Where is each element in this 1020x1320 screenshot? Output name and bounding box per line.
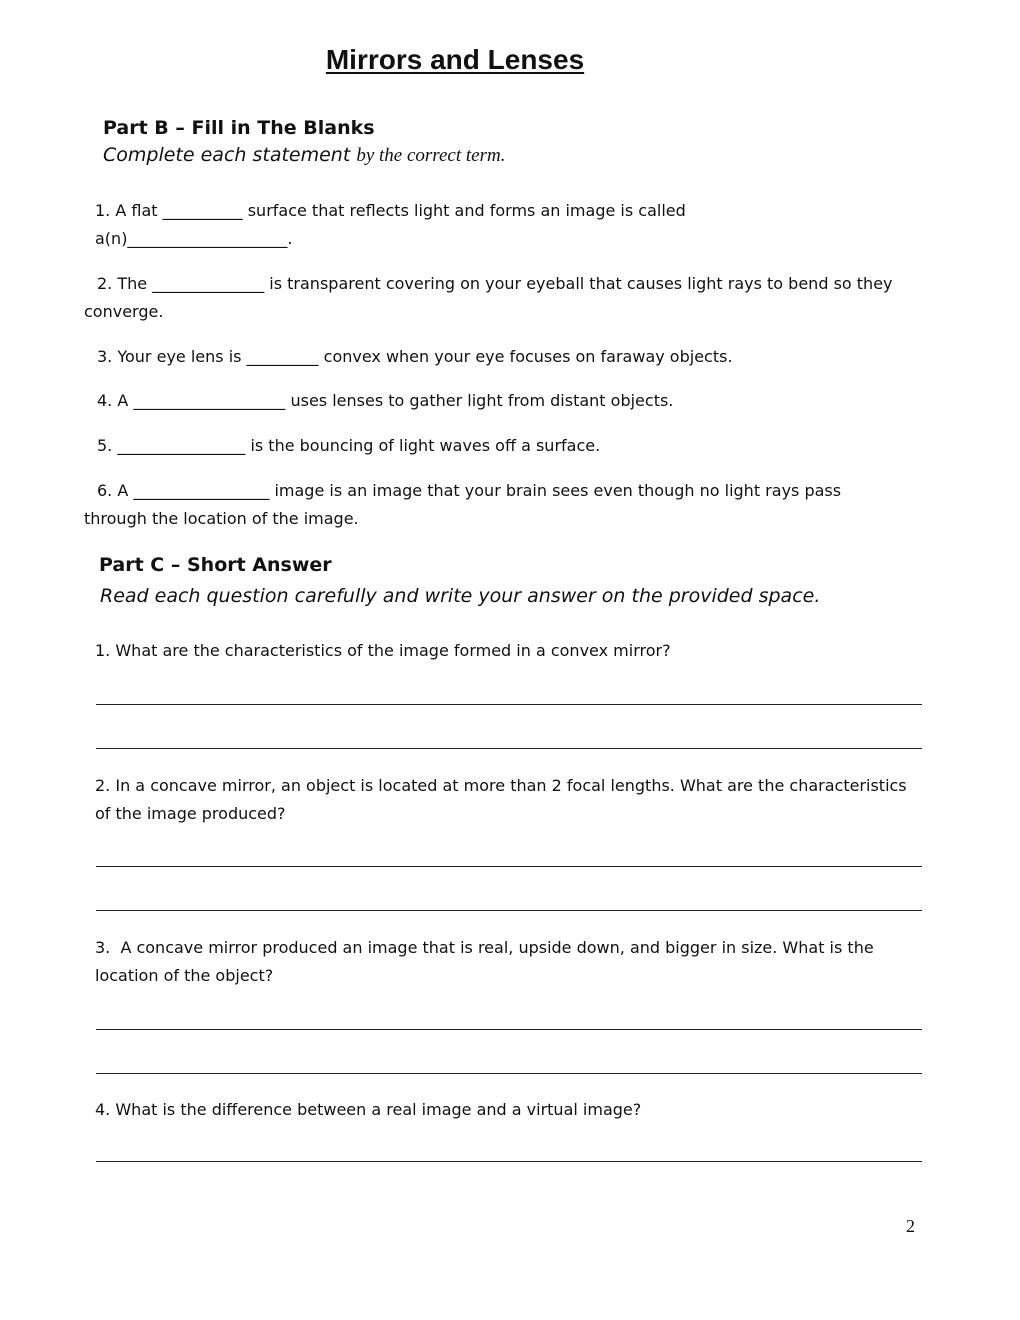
part-b-question-2-line-1: 2. The ______________ is transparent covering on your eyeball that causes light rays to bend so they (97, 274, 893, 293)
page-number: 2 (906, 1216, 915, 1236)
part-b-instruction-italic: Complete each statement (103, 144, 357, 166)
answer-line[interactable] (96, 704, 922, 705)
part-b-question-3: 3. Your eye lens is _________ convex when your eye focuses on faraway objects. (97, 347, 733, 366)
part-b-question-6-line-1: 6. A _________________ image is an image that your brain sees even though no light rays pass (97, 481, 842, 500)
part-b-instruction-serif: by the correct term. (356, 145, 506, 166)
part-b-instruction (103, 144, 505, 167)
part-b-heading: Part B – Fill in The Blanks (103, 117, 375, 139)
answer-line[interactable] (96, 866, 922, 867)
part-c-heading: Part C – Short Answer (99, 554, 332, 576)
part-c-question-4: 4. What is the difference between a real image and a virtual image? (95, 1100, 642, 1119)
part-b-question-6-line-2: through the location of the image. (84, 509, 359, 528)
answer-line[interactable] (96, 910, 922, 911)
answer-line[interactable] (96, 1161, 922, 1162)
answer-line[interactable] (96, 1029, 922, 1030)
part-c-question-3-line-2: location of the object? (95, 966, 274, 985)
part-b-question-4: 4. A ___________________ uses lenses to gather light from distant objects. (97, 391, 674, 410)
part-c-question-3-line-1: 3. A concave mirror produced an image that is real, upside down, and bigger in size. What is the (95, 938, 874, 957)
part-c-instruction: Read each question carefully and write your answer on the provided space. (100, 585, 821, 607)
part-b-question-1-line-1: 1. A flat __________ surface that reflects light and forms an image is called (95, 201, 686, 220)
part-b-question-5: 5. ________________ is the bouncing of light waves off a surface. (97, 436, 601, 455)
answer-line[interactable] (96, 748, 922, 749)
part-c-question-1: 1. What are the characteristics of the image formed in a convex mirror? (95, 641, 671, 660)
part-b-question-2-line-2: converge. (84, 302, 164, 321)
part-b-question-1-line-2: a(n)____________________. (95, 229, 293, 248)
answer-line[interactable] (96, 1073, 922, 1074)
page-title: Mirrors and Lenses (325, 44, 585, 75)
part-c-question-2-line-2: of the image produced? (95, 804, 286, 823)
part-c-question-2-line-1: 2. In a concave mirror, an object is located at more than 2 focal lengths. What are the characteristics (95, 776, 907, 795)
